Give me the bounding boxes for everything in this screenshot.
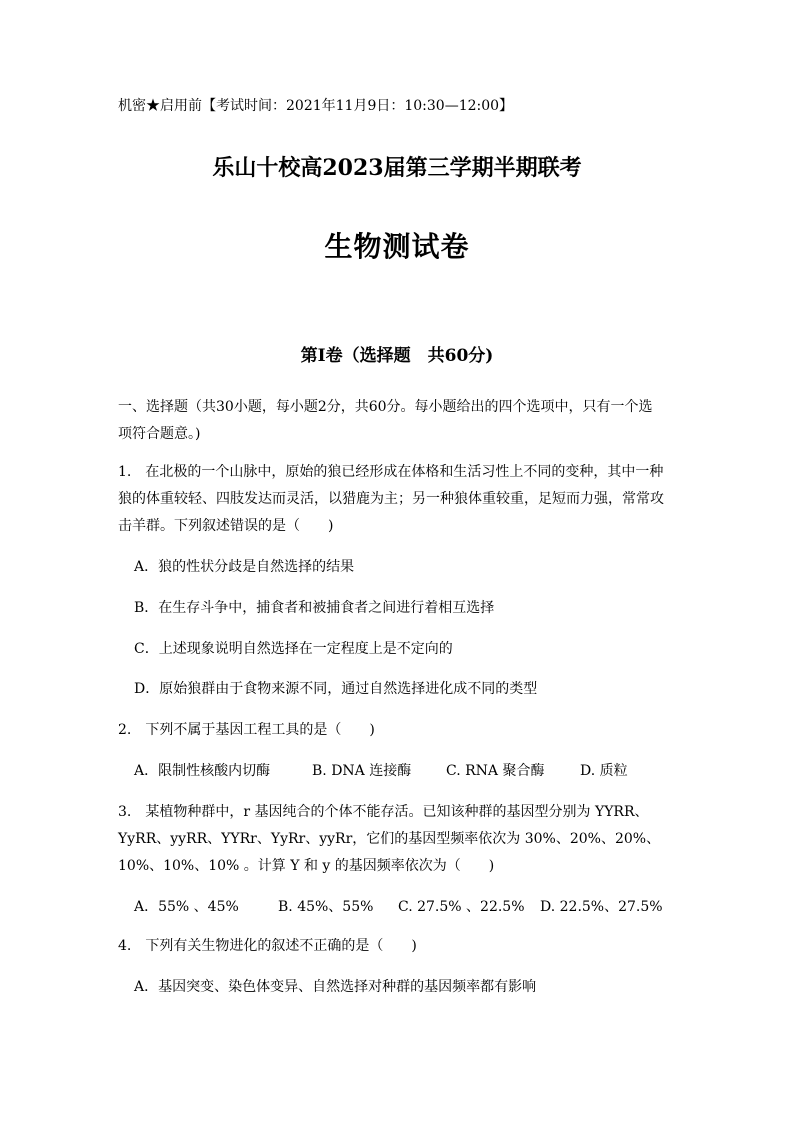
q4-option-a: A．基因突变、染色体变异、自然选择对种群的基因频率都有影响 xyxy=(134,979,537,995)
exam-subtitle: 生物测试卷 xyxy=(324,230,470,263)
q3-stem-line-3: 10%、10%、10% 。计算 Y 和 y 的基因频率依次为（ ) xyxy=(118,858,495,874)
q2-option-d: D. 质粒 xyxy=(580,763,628,779)
q3-stem-line-1: 3. 某植物种群中，r 基因纯合的个体不能存活。已知该种群的基因型分别为 YYRR、 xyxy=(118,804,649,820)
instructions-line-1: 一、选择题（共30小题，每小题2分，共60分。每小题给出的四个选项中，只有一个选 xyxy=(118,399,653,415)
q1-option-a: A．狼的性状分歧是自然选择的结果 xyxy=(134,559,355,575)
q3-option-b: B. 45%、55% xyxy=(278,899,374,915)
q1-stem-line-2: 狼的体重较轻、四肢发达而灵活，以猎鹿为主；另一种狼体重较重，足短而力强，常常攻 xyxy=(118,491,664,507)
q1-stem-line-1: 1. 在北极的一个山脉中，原始的狼已经形成在体格和生活习性上不同的变种，其中一种 xyxy=(118,464,664,480)
q3-options xyxy=(134,897,694,917)
q1-option-d: D．原始狼群由于食物来源不同，通过自然选择进化成不同的类型 xyxy=(134,681,538,697)
instructions-line-2: 项符合题意。) xyxy=(118,426,201,442)
q3-option-a: A．55% 、45% xyxy=(134,899,239,915)
q1-stem-line-3: 击羊群。下列叙述错误的是（ ) xyxy=(118,518,334,534)
q1-option-b: B．在生存斗争中，捕食者和被捕食者之间进行着相互选择 xyxy=(134,600,495,616)
q2-stem: 2. 下列不属于基因工程工具的是（ ) xyxy=(118,722,375,738)
q2-option-c: C. RNA 聚合酶 xyxy=(446,763,545,779)
q1-option-c: C．上述现象说明自然选择在一定程度上是不定向的 xyxy=(134,641,453,657)
confidential-header: 机密★启用前【考试时间：2021年11月9日：10:30—12:00】 xyxy=(118,98,514,114)
exam-title: 乐山十校高2023届第三学期半期联考 xyxy=(212,155,582,181)
q3-stem-line-2: YyRR、yyRR、YYRr、YyRr、yyRr，它们的基因型频率依次为 30%、20%、20%、 xyxy=(118,831,661,847)
q4-stem: 4. 下列有关生物进化的叙述不正确的是（ ) xyxy=(118,938,417,954)
q3-option-d: D. 22.5%、27.5% xyxy=(540,899,663,915)
section-heading: 第Ⅰ卷（选择题 共60分) xyxy=(300,346,494,366)
q3-option-c: C. 27.5% 、22.5% xyxy=(398,899,525,915)
q2-options xyxy=(134,761,694,781)
q2-option-b: B. DNA 连接酶 xyxy=(312,763,412,779)
q2-option-a: A．限制性核酸内切酶 xyxy=(134,763,271,779)
